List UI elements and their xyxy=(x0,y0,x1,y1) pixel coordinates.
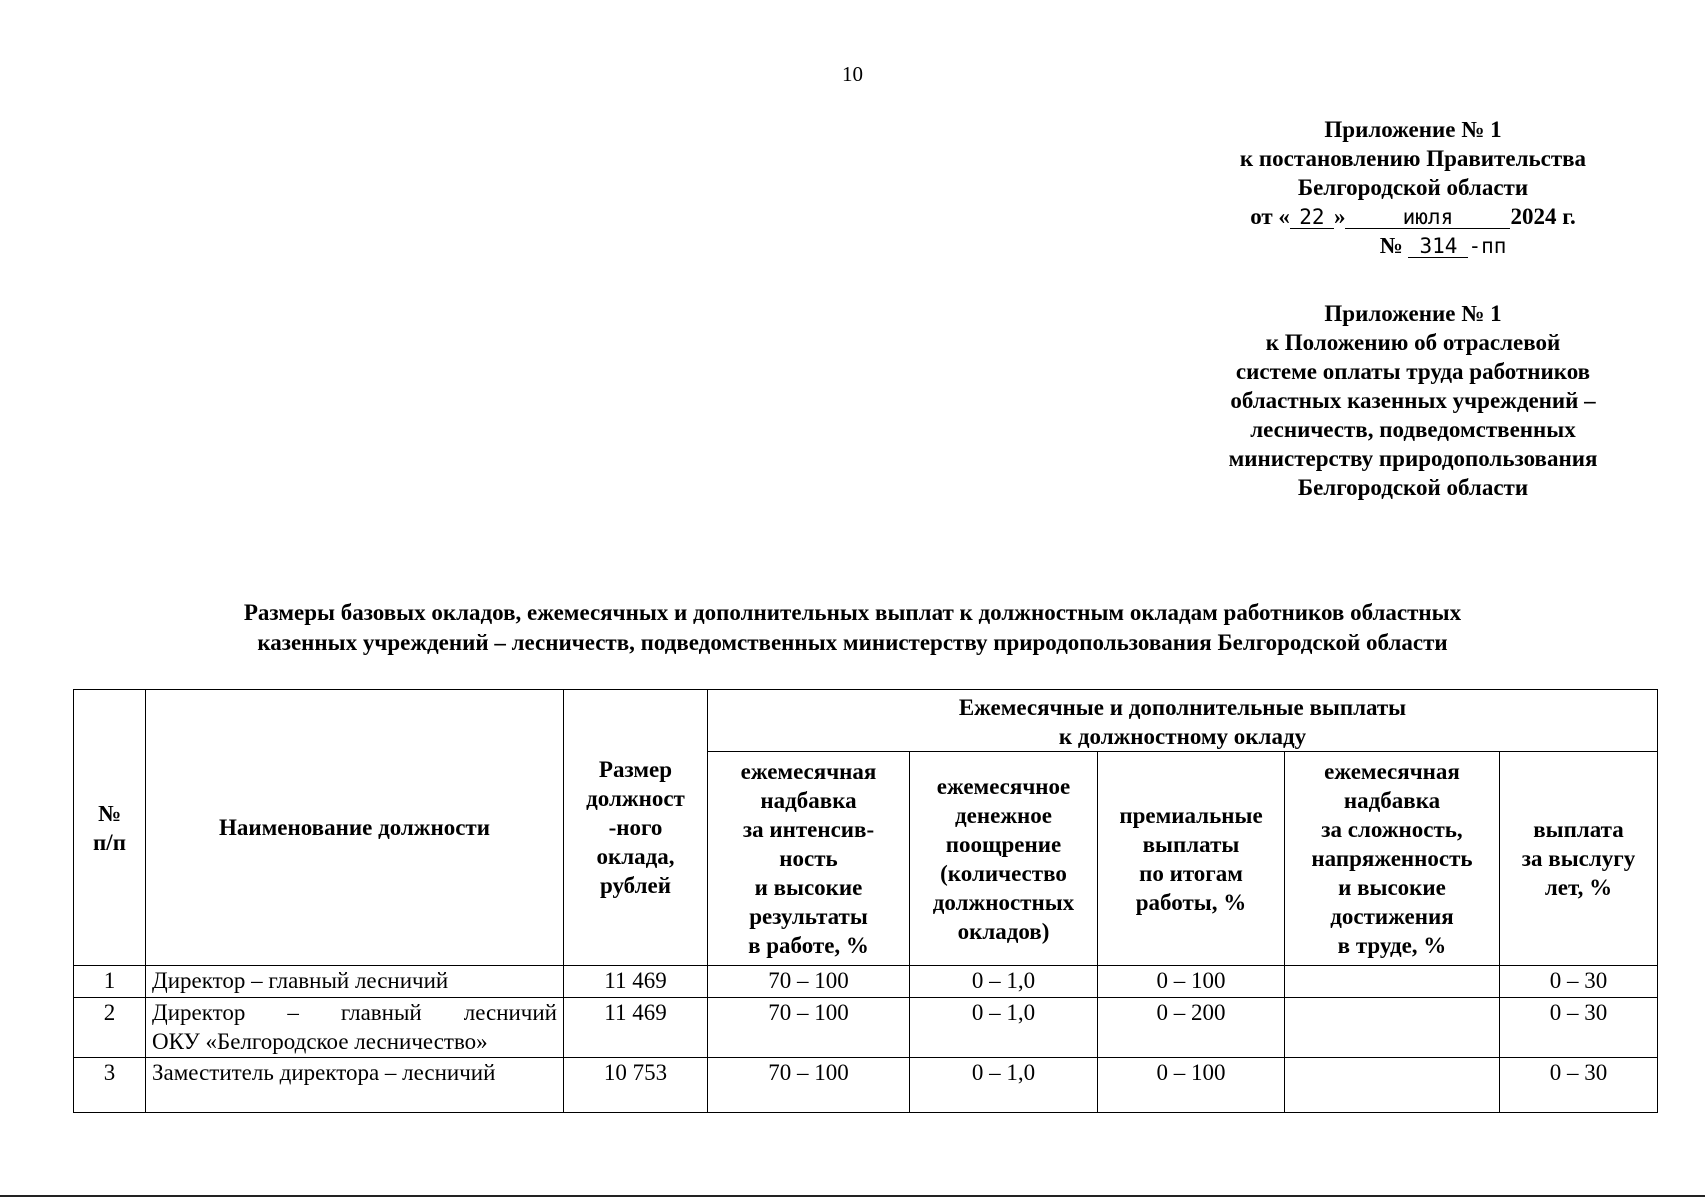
header-complexity-bonus: ежемесячная надбавка за сложность, напряженность и высокие достижения в труде, % xyxy=(1285,752,1500,966)
cell-premium: 0 – 200 xyxy=(1098,998,1285,1058)
appendix-line: к Положению об отраслевой xyxy=(1265,330,1561,355)
appendix-line: системе оплаты труда работников xyxy=(1235,359,1591,384)
appendix-line: к постановлению Правительства xyxy=(1239,146,1587,171)
date-year: 2024 г. xyxy=(1510,204,1576,229)
appendix-line: министерству природопользования xyxy=(1228,446,1598,471)
header-salary: Размер должност -ного оклада, рублей xyxy=(564,690,708,966)
cell-seniority: 0 – 30 xyxy=(1500,966,1658,998)
cell-position: Директор – главный лесничий ОКУ «Белгородское лесничество» xyxy=(146,998,564,1058)
date-mid: » xyxy=(1333,204,1346,229)
cell-premium: 0 – 100 xyxy=(1098,1058,1285,1113)
header-intensity-bonus: ежемесячная надбавка за интенсив- ность и высокие результаты в работе, % xyxy=(708,752,910,966)
cell-seniority: 0 – 30 xyxy=(1500,998,1658,1058)
cell-premium: 0 – 100 xyxy=(1098,966,1285,998)
cell-complexity xyxy=(1285,966,1500,998)
resolution-number xyxy=(1153,231,1673,260)
header-position: Наименование должности xyxy=(146,690,564,966)
appendix-line: лесничеств, подведомственных xyxy=(1250,417,1576,442)
cell-number: 3 xyxy=(74,1058,146,1113)
header-seniority-payment: выплата за выслугу лет, % xyxy=(1500,752,1658,966)
salary-table xyxy=(73,689,1658,1113)
appendix-line: Белгородской области xyxy=(1297,475,1529,500)
cell-position: Директор – главный лесничий xyxy=(146,966,564,998)
cell-number: 2 xyxy=(74,998,146,1058)
resolution-date xyxy=(1153,202,1673,231)
date-month-field: июля xyxy=(1345,206,1510,229)
number-prefix: № xyxy=(1379,233,1403,258)
cell-salary: 11 469 xyxy=(564,966,708,998)
appendix-line: областных казенных учреждений – xyxy=(1230,388,1596,413)
header-monetary-incentive: ежемесячное денежное поощрение (количество должностных окладов) xyxy=(910,752,1098,966)
header-payments-group: Ежемесячные и дополнительные выплаты к должностному окладу xyxy=(708,690,1658,752)
cell-salary: 11 469 xyxy=(564,998,708,1058)
appendix-to-resolution xyxy=(1153,115,1673,260)
cell-intensity: 70 – 100 xyxy=(708,998,910,1058)
cell-incentive: 0 – 1,0 xyxy=(910,966,1098,998)
cell-seniority: 0 – 30 xyxy=(1500,1058,1658,1113)
cell-intensity: 70 – 100 xyxy=(708,1058,910,1113)
appendix-heading: Приложение № 1 xyxy=(1324,301,1502,326)
appendix-to-regulation xyxy=(1153,299,1673,502)
cell-number: 1 xyxy=(74,966,146,998)
table-row xyxy=(74,1058,1658,1113)
cell-intensity: 70 – 100 xyxy=(708,966,910,998)
title-line: казенных учреждений – лесничеств, подведомственных министерству природопользования Белгородской области xyxy=(257,630,1448,655)
page-number: 10 xyxy=(842,62,863,86)
document-title xyxy=(100,598,1605,658)
table-row xyxy=(74,966,1658,998)
appendix-heading: Приложение № 1 xyxy=(1324,117,1502,142)
table-row xyxy=(74,998,1658,1058)
header-number: № п/п xyxy=(74,690,146,966)
cell-salary: 10 753 xyxy=(564,1058,708,1113)
cell-complexity xyxy=(1285,1058,1500,1113)
title-line: Размеры базовых окладов, ежемесячных и дополнительных выплат к должностным окладам работников областных xyxy=(243,600,1462,625)
cell-incentive: 0 – 1,0 xyxy=(910,998,1098,1058)
number-suffix: -пп xyxy=(1468,234,1507,258)
cell-incentive: 0 – 1,0 xyxy=(910,1058,1098,1113)
page-bottom-edge xyxy=(0,1195,1705,1197)
date-day-field: 22 xyxy=(1290,206,1334,229)
number-field: 314 xyxy=(1408,235,1468,258)
cell-complexity xyxy=(1285,998,1500,1058)
date-prefix: от « xyxy=(1250,204,1290,229)
header-premium-payments: премиальные выплаты по итогам работы, % xyxy=(1098,752,1285,966)
appendix-line: Белгородской области xyxy=(1297,175,1529,200)
cell-position: Заместитель директора – лесничий xyxy=(146,1058,564,1113)
